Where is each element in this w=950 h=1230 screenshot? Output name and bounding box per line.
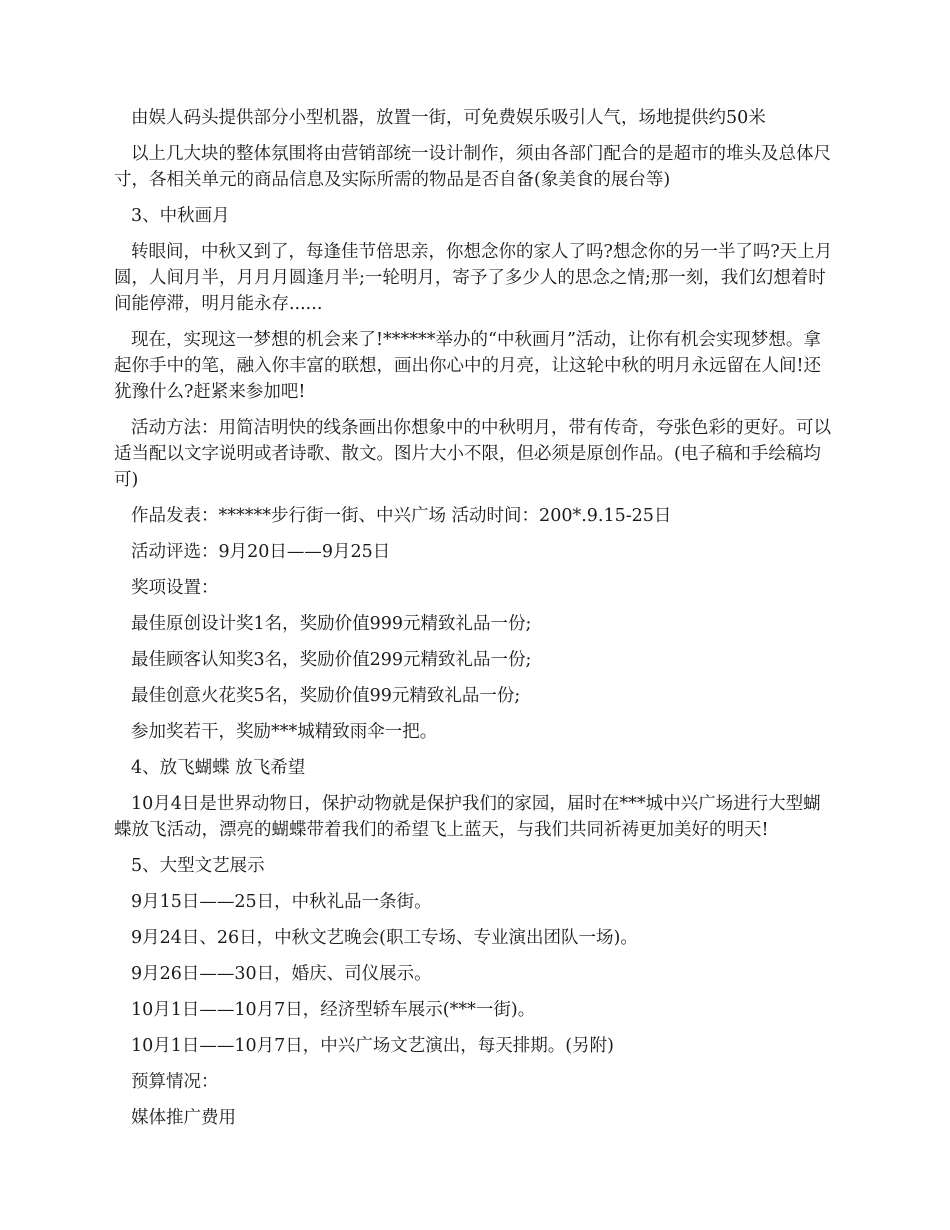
- paragraph: 预算情况：: [131, 1072, 219, 1092]
- section-heading: 5、大型文艺展示: [131, 856, 265, 876]
- schedule-item: 10月1日——10月7日，经济型轿车展示(***一街)。: [131, 1000, 536, 1020]
- paragraph: 现在，实现这一梦想的机会来了!******举办的“中秋画月”活动，让你有机会实现梦想。拿起你手中的笔，融入你丰富的联想，画出你心中的月亮，让这轮中秋的明月永远留在人间!还犹豫什么?赶紧来参加吧!: [114, 330, 822, 402]
- document-page: [114, 105, 836, 1141]
- paragraph: 转眼间，中秋又到了，每逢佳节倍思亲，你想念你的家人了吗?想念你的另一半了吗?天上月圆，人间月半，月月月圆逢月半;一轮明月，寄予了多少人的思念之情;那一刻，我们幻想着时间能停滞，明月能永存......: [114, 242, 833, 314]
- award-item: 最佳原创设计奖1名，奖励价值999元精致礼品一份;: [131, 614, 532, 634]
- section-heading: 3、中秋画月: [131, 206, 230, 226]
- paragraph: 作品发表：******步行街一街、中兴广场 活动时间：200*.9.15-25日: [131, 506, 672, 526]
- section-heading: 4、放飞蝴蝶 放飞希望: [131, 758, 306, 778]
- paragraph: 媒体推广费用: [131, 1108, 236, 1128]
- paragraph: 以上几大块的整体氛围将由营销部统一设计制作，须由各部门配合的是超市的堆头及总体尺寸，各相关单元的商品信息及实际所需的物品是否自备(象美食的展台等): [114, 144, 831, 190]
- paragraph: 活动评选：9月20日——9月25日: [131, 542, 391, 562]
- award-item: 最佳创意火花奖5名，奖励价值99元精致礼品一份;: [131, 686, 521, 706]
- paragraph: 活动方法：用简洁明快的线条画出你想象中的中秋明月，带有传奇，夸张色彩的更好。可以适当配以文字说明或者诗歌、散文。图片大小不限，但必须是原创作品。(电子稿和手绘稿均可): [114, 418, 831, 490]
- schedule-item: 10月1日——10月7日，中兴广场文艺演出，每天排期。(另附): [131, 1036, 614, 1056]
- paragraph: 奖项设置：: [131, 578, 219, 598]
- paragraph: 由娱人码头提供部分小型机器，放置一街，可免费娱乐吸引人气，场地提供约50米: [131, 108, 766, 128]
- schedule-item: 9月26日——30日，婚庆、司仪展示。: [131, 964, 432, 984]
- schedule-item: 9月15日——25日，中秋礼品一条街。: [131, 892, 432, 912]
- schedule-item: 9月24日、26日，中秋文艺晚会(职工专场、专业演出团队一场)。: [131, 928, 638, 948]
- paragraph: 10月4日是世界动物日，保护动物就是保护我们的家园，届时在***城中兴广场进行大型蝴蝶放飞活动，漂亮的蝴蝶带着我们的希望飞上蓝天，与我们共同祈祷更加美好的明天!: [114, 794, 821, 840]
- award-item: 参加奖若干，奖励***城精致雨伞一把。: [131, 722, 438, 742]
- award-item: 最佳顾客认知奖3名，奖励价值299元精致礼品一份;: [131, 650, 532, 670]
